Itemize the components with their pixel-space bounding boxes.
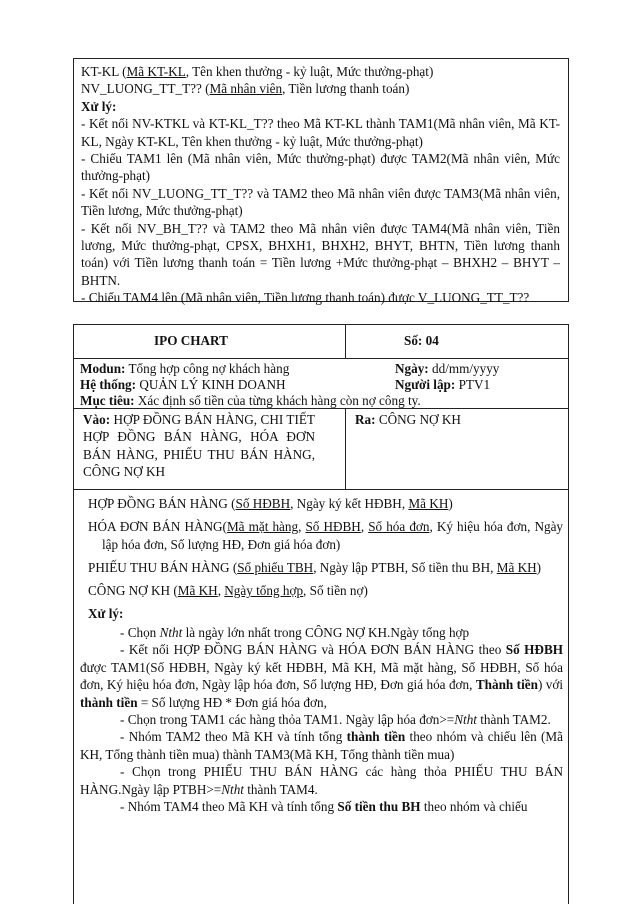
text: , Ngày lập PTBH, Số tiền thu BH, <box>313 560 497 575</box>
label: Modun: <box>80 361 126 376</box>
key-field: Mã KT-KL <box>126 64 186 79</box>
text: Thành tiền <box>475 677 538 693</box>
key-field: Ngày tổng hợp <box>224 583 304 598</box>
label: Ra: <box>355 412 376 427</box>
key-field: Số HĐBH <box>235 496 291 511</box>
text: , Số tiền nợ) <box>303 583 368 598</box>
value: QUẢN LÝ KINH DOANH <box>136 377 286 392</box>
ipo-chart <box>73 324 569 904</box>
output-cell <box>355 411 461 428</box>
chart-number <box>404 332 439 349</box>
process-step: - Kết nối NV-KTKL và KT-KL_T?? theo Mã KT-KL thành TAM1(Mã nhân viên, Mã KT-KL, Ngày KT-KL, Tên khen thưởng - kỷ luật, Mức thưởng-phạt) <box>81 116 560 149</box>
text: HÓA ĐƠN BÁN HÀNG( <box>88 519 227 534</box>
value: Xác định số tiền của từng khách hàng còn nợ công ty. <box>134 393 421 408</box>
text: - Nhóm TAM4 theo Mã KH và tính tổng <box>120 799 338 815</box>
text: được TAM1(Số HĐBH, Ngày ký kết HĐBH, Mã KH, Mã mặt hàng, Số HĐBH, Số hóa đơn, Ký hiệu hóa đơn, Ngày lập hóa đơn, Số lượng HĐ, Đơn giá hóa đơn, <box>80 659 563 693</box>
process-step <box>80 711 563 728</box>
label: Hệ thống: <box>80 377 137 392</box>
xuly-label <box>80 605 563 623</box>
label: Ngày: <box>395 361 429 376</box>
text: Xử lý: <box>88 606 124 621</box>
text: Số HĐBH <box>505 642 563 658</box>
text: , Ngày ký kết HĐBH, <box>290 496 409 511</box>
text: = Số lượng HĐ * Đơn giá hóa đơn, <box>137 694 327 710</box>
text: Số: 04 <box>404 333 439 348</box>
variable: Ntht <box>454 712 477 728</box>
key-field: Mã nhân viên <box>209 81 283 97</box>
chart-title: IPO CHART <box>154 333 228 348</box>
variable: Ntht <box>159 625 183 640</box>
text: ) <box>536 560 542 575</box>
text: - Chọn <box>120 625 160 640</box>
xuly-label <box>81 98 560 115</box>
text: là ngày lớn nhất trong CÔNG NỢ KH.Ngày tổng hợp <box>182 625 470 640</box>
text: Số tiền thu BH <box>337 799 421 815</box>
text: - Kết nối HỢP ĐỒNG BÁN HÀNG và HÓA ĐƠN BÁN HÀNG theo <box>120 642 506 658</box>
text: thành tiền <box>80 694 138 710</box>
process-step: - Kết nối NV_BH_T?? và TAM2 theo Mã nhân viên được TAM4(Mã nhân viên, Tiền lương, Mức thưởng-phạt, CPSX, BHXH1, BHXH2, BHYT, BHTN, Tiền lương thanh toán) với Tiền lương thanh toán = Tiền lương +Mức thưởng-phạt – BHXH2 – BHYT – BHTN. <box>81 220 560 288</box>
muc-tieu <box>80 393 421 408</box>
value: PTV1 <box>455 377 491 392</box>
text: theo nhóm và chiếu lên (Mã KH, Tổng thành tiền mua) thành TAM3(Mã KH, Tổng thành tiền mua) <box>80 729 563 762</box>
process-step: - Chiếu TAM4 lên (Mã nhân viên, Tiền lương thanh toán) được V_LUONG_TT_T?? <box>81 290 530 306</box>
value: CÔNG NỢ KH <box>375 412 461 427</box>
text: CÔNG NỢ KH ( <box>88 583 178 598</box>
label: Mục tiêu: <box>80 393 135 408</box>
ngay <box>395 360 499 377</box>
process-step: - Chiếu TAM1 lên (Mã nhân viên, Mức thưởng-phạt) được TAM2(Mã nhân viên, Mức thưởng-phạt) <box>81 151 560 184</box>
label: Vào: <box>83 412 111 427</box>
text: , Ký hiệu hóa đơn, Ngày lập hóa đơn, Số lượng HĐ, Đơn giá hóa đơn) <box>102 519 564 552</box>
ipo-info-row <box>74 358 568 409</box>
process-step <box>80 798 563 815</box>
text: HỢP ĐỒNG BÁN HÀNG ( <box>88 496 236 511</box>
text: , <box>298 519 306 534</box>
ipo-body <box>74 489 568 815</box>
text: , <box>360 519 369 534</box>
key-field: Mã KH <box>496 560 537 575</box>
previous-ipo-continuation <box>73 58 569 306</box>
text: , Tiền lương thanh toán) <box>282 81 410 97</box>
process-step <box>80 624 563 641</box>
process-step <box>80 763 563 798</box>
entity-cong-no <box>80 582 563 600</box>
text: ) với <box>537 677 563 693</box>
variable: Ntht <box>221 781 244 797</box>
entity-hoa-don <box>80 518 563 554</box>
nguoi-lap <box>395 376 490 393</box>
process-step: - Kết nối NV_LUONG_TT_T?? và TAM2 theo Mã nhân viên được TAM3(Mã nhân viên, Tiền lương, Mức thưởng-phạt) <box>81 185 560 219</box>
text: PHIẾU THU BÁN HÀNG ( <box>88 560 238 575</box>
text: thành TAM2. <box>476 712 551 728</box>
text: , Tên khen thưởng - kỷ luật, Mức thưởng-phạt) <box>185 64 434 79</box>
ipo-title-row <box>74 325 568 359</box>
label: Người lập: <box>395 377 456 392</box>
text: thành tiền <box>346 729 406 745</box>
ipo-io-row <box>74 409 568 490</box>
value: HỢP ĐỒNG BÁN HÀNG, CHI TIẾT HỢP ĐỒNG BÁN HÀNG, HÓA ĐƠN BÁN HÀNG, PHIẾU THU BÁN HÀNG, CÔNG NỢ KH <box>83 412 315 480</box>
value: dd/mm/yyyy <box>428 361 500 376</box>
entity-kt-kl <box>81 63 560 80</box>
key-field: Mã KH <box>177 583 218 598</box>
text: ) <box>448 496 453 511</box>
key-field: Mã KH <box>408 496 449 511</box>
process-step <box>80 728 563 763</box>
text: thành TAM4. <box>243 781 318 797</box>
text: Xử lý: <box>81 98 117 114</box>
entity-phieu-thu <box>80 559 563 577</box>
modun <box>80 361 289 376</box>
text: KT-KL ( <box>81 64 127 79</box>
key-field: Mã mặt hàng <box>226 519 299 534</box>
he-thong <box>80 377 286 392</box>
entity-hop-dong <box>80 495 563 513</box>
text: - Chọn trong PHIẾU THU BÁN HÀNG các hàng thỏa PHIẾU THU BÁN HÀNG.Ngày lập PTBH>= <box>80 764 563 797</box>
text: NV_LUONG_TT_T?? ( <box>81 81 210 97</box>
input-cell <box>83 411 315 481</box>
text: - Chọn trong TAM1 các hàng thỏa TAM1. Ngày lập hóa đơn>= <box>120 712 455 728</box>
key-field: Số HĐBH <box>305 519 361 534</box>
text: - Nhóm TAM2 theo Mã KH và tính tổng <box>120 729 347 745</box>
key-field: Số hóa đơn <box>368 519 430 534</box>
text: theo nhóm và chiếu <box>420 799 528 815</box>
key-field: Số phiếu TBH <box>237 560 314 575</box>
process-step <box>80 641 563 711</box>
text: , <box>217 583 225 598</box>
entity-nv-luong <box>81 80 560 97</box>
value: Tổng hợp công nợ khách hàng <box>125 361 290 376</box>
